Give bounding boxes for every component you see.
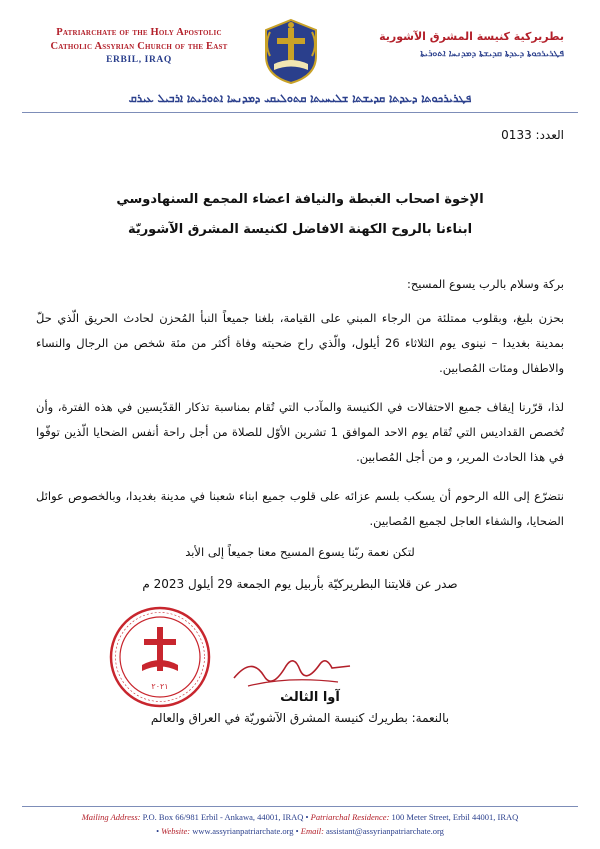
address-line-1: الإخوة اصحاب الغبطة والنيافة اعضاء المجمع السنهادوسي [116, 192, 484, 207]
patriarchal-seal-icon [108, 605, 212, 709]
header-arabic-block [364, 28, 564, 62]
residence-value: 100 Meter Street, Erbil 44001, IRAQ [391, 812, 519, 822]
footer-line-1: Mailing Address: P.O. Box 66/981 Erbil - Ankawa, 44001, IRAQ • Patriarchal Residence: 100 Meter Street, Erbil 44001, IRAQ [81, 812, 519, 822]
syriac-banner: ܦܛܪܝܪܟܘܬܐ ܕܥܕܬܐ ܩܕܝܫܬܐ ܫܠܝܚܝܬܐ ܩܬܘܠܝܩܝ ܕܡܕܢܚܐ ܐܬܘܪܝܬܐ ܐܪܒܝܠ ܥܝܪܩ [128, 92, 472, 105]
paragraph-3: نتضرّع إلى الله الرحوم أن يسكب بلسم عزائه على قلوب جميع ابناء شعبنا في مدينة بغديدا، وبالخصوص عوائل الضحايا، والشفاء العاجل لجميع المُصابين. [36, 489, 564, 528]
footer-line-2: • Website: www.assyrianpatriarchate.org • Email: assistant@assyrianpatriarchate.org [156, 826, 444, 836]
signature-icon [228, 646, 358, 696]
email-link[interactable]: assistant@assyrianpatriarchate.org [326, 826, 444, 836]
footer-divider [22, 806, 578, 807]
issued-line: صدر عن قلايتنا البطريركيّة بأربيل يوم الجمعة 29 أيلول 2023 م [142, 577, 458, 591]
mailing-label: Mailing Address: [81, 812, 141, 822]
website-label: Website: [161, 826, 191, 836]
paragraph-1: بحزن بليغ، وبقلوب ممتلئة من الرجاء المبني على القيامة، بلغنا جميعاً النبأ المُحزن لحادث الحريق الّذي حلّ بمدينة بغديدا – نينوى يوم الثلاثاء 26 أيلول، والّذي راح ضحيته وفاة أكثر من مئة شخص من الرجال والنساء والاطفال ومئات المُصابين. [36, 311, 564, 375]
seal-year: ٢٠٢١ [151, 682, 169, 691]
residence-label: Patriarchal Residence: [310, 812, 390, 822]
mailing-value: P.O. Box 66/981 Erbil - Ankawa, 44001, IRAQ [142, 812, 304, 822]
header-en-line2: Catholic Assyrian Church of the East [50, 41, 228, 52]
greeting: بركة وسلام بالرب يسوع المسيح: [407, 277, 564, 291]
signer-title: بالنعمة: بطريرك كنيسة المشرق الآشوريّة في العراق والعالم [150, 711, 450, 725]
patriarchate-emblem-icon [258, 16, 324, 86]
signer-name: آوا الثالث [280, 690, 340, 705]
website-link[interactable]: www.assyrianpatriarchate.org [192, 826, 294, 836]
reference-number: العدد: 0133 [501, 128, 564, 142]
header-syr-line2: ܦܛܪܝܪܟܘܬܐ ܕܥܕܬܐ ܩܕܝܫܬܐ ܕܡܕܢܚܐ ܐܬܘܪܝܬܐ [420, 49, 564, 59]
header-ar-line1: بطريركية كنيسة المشرق الآشورية [379, 30, 564, 43]
header-divider [22, 112, 578, 113]
email-label: Email: [300, 826, 324, 836]
blessing-line: لتكن نعمة ربّنا يسوع المسيح معنا جميعاً إلى الأبد [185, 545, 415, 559]
header-english-block [34, 26, 244, 67]
address-line-2: ابناءنا بالروح الكهنة الافاضل لكنيسة المشرق الآشوريّة [127, 222, 473, 237]
paragraph-2: لذا، قرّرنا إيقاف جميع الاحتفالات في الكنيسة والمآدب التي تُقام بمناسبة تذكار القدّيسين في هذه الفترة، وأن تُخصص القداديس التي تُقام يوم الاحد الموافق 1 تشرين الأوّل للصلاة من أجل راحة أنفس الضحايا الّذين توفّوا في هذا الحادث المرير، و من أجل المُصابين. [36, 400, 564, 464]
header-en-line1: Patriarchate of the Holy Apostolic [56, 27, 222, 38]
header-en-line3: ERBIL, IRAQ [106, 55, 172, 65]
